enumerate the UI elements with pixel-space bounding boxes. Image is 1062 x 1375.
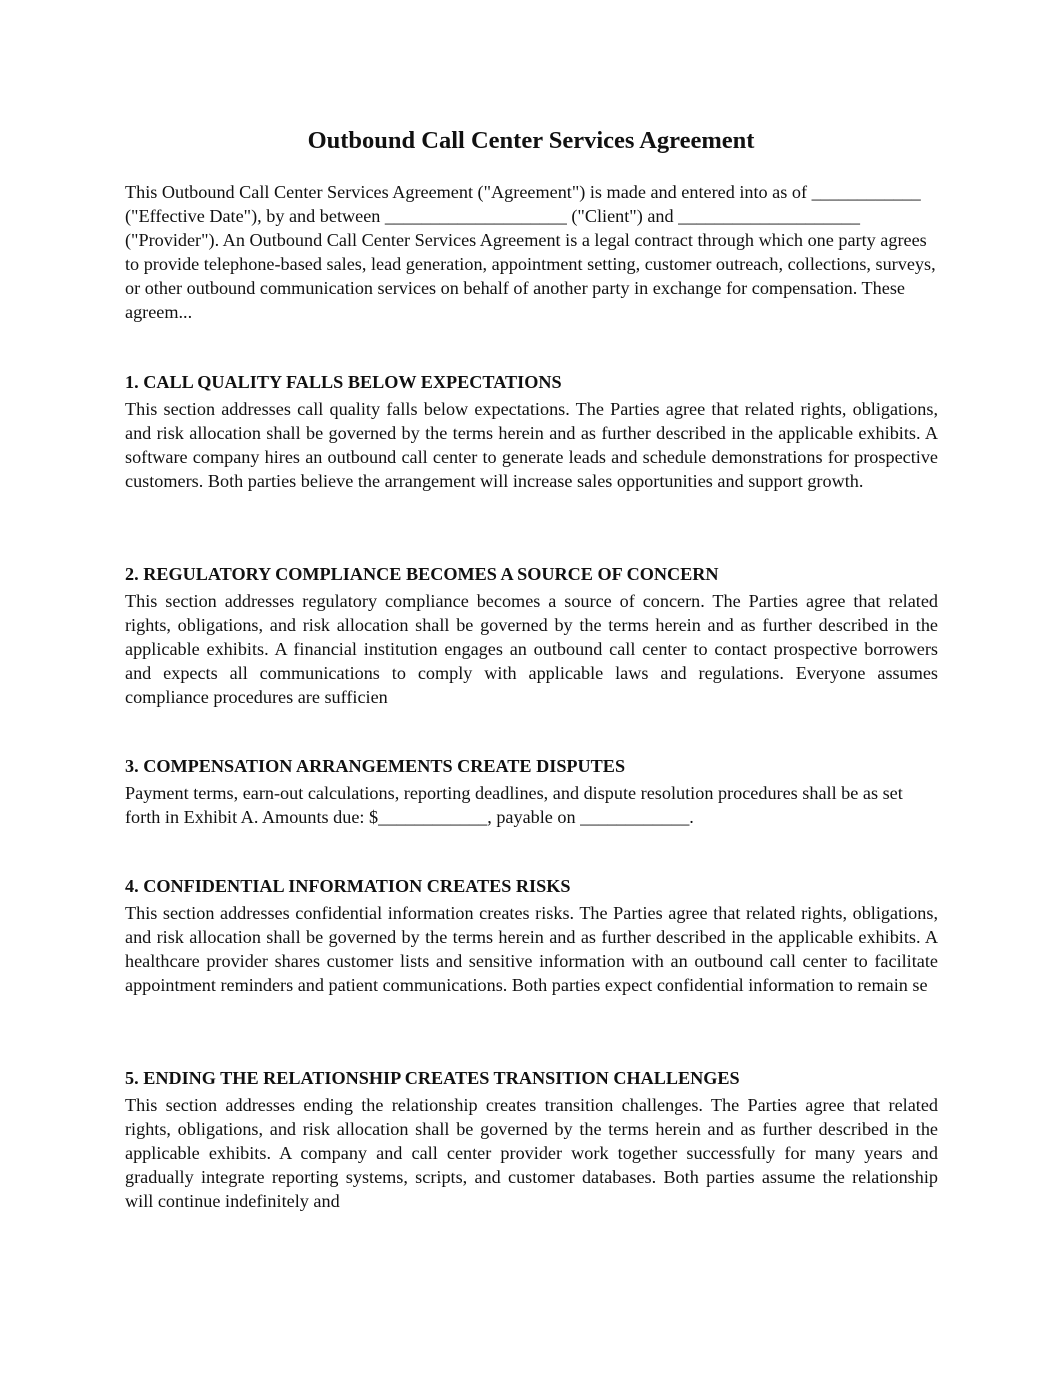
section-1-heading: 1. CALL QUALITY FALLS BELOW EXPECTATIONS: [125, 372, 562, 392]
section-5-body: This section addresses ending the relationship creates transition challenges. The Parties agree that related rights, obligations, and risk allocation shall be governed by the terms herein and as further described in the applicable exhibits. A company and call center provider work together successfully for many years and gradually integrate reporting systems, scripts, and customer databases. Both parties assume the relationship will continue indefinitely and: [125, 1095, 938, 1211]
section-5-heading: 5. ENDING THE RELATIONSHIP CREATES TRANSITION CHALLENGES: [125, 1068, 740, 1088]
section-2-heading: 2. REGULATORY COMPLIANCE BECOMES A SOURCE OF CONCERN: [125, 564, 719, 584]
document-title: Outbound Call Center Services Agreement: [307, 127, 755, 154]
section-3-body: Payment terms, earn-out calculations, reporting deadlines, and dispute resolution procedures shall be as set forth in Exhibit A. Amounts due: $____________, payable on ____________.: [125, 783, 903, 827]
intro-paragraph: This Outbound Call Center Services Agreement ("Agreement") is made and entered into as of ____________ ("Effective Date"), by and between ____________________ ("Client") and ____________________ ("Provider"). An Outbound Call Center Services Agreement is a legal contract through which one party agrees to provide telephone-based sales, lead generation, appointment setting, customer outreach, collections, surveys, or other outbound communication services on behalf of another party in exchange for compensation. These agreem...: [125, 182, 936, 322]
section-2-body: This section addresses regulatory compliance becomes a source of concern. The Parties agree that related rights, obligations, and risk allocation shall be governed by the terms herein and as further described in the applicable exhibits. A financial institution engages an outbound call center to contact prospective borrowers and expects all communications to comply with applicable laws and regulations. Everyone assumes compliance procedures are sufficien: [125, 591, 938, 707]
section-3-heading: 3. COMPENSATION ARRANGEMENTS CREATE DISPUTES: [125, 756, 626, 776]
section-4-body: This section addresses confidential information creates risks. The Parties agree that related rights, obligations, and risk allocation shall be governed by the terms herein and as further described in the applicable exhibits. A healthcare provider shares customer lists and sensitive information with an outbound call center to facilitate appointment reminders and patient communications. Both parties expect confidential information to remain se: [125, 903, 938, 995]
section-4-heading: 4. CONFIDENTIAL INFORMATION CREATES RISKS: [125, 876, 571, 896]
section-1-body: This section addresses call quality falls below expectations. The Parties agree that related rights, obligations, and risk allocation shall be governed by the terms herein and as further described in the applicable exhibits. A software company hires an outbound call center to generate leads and schedule demonstrations for prospective customers. Both parties believe the arrangement will increase sales opportunities and support growth.: [125, 399, 938, 491]
